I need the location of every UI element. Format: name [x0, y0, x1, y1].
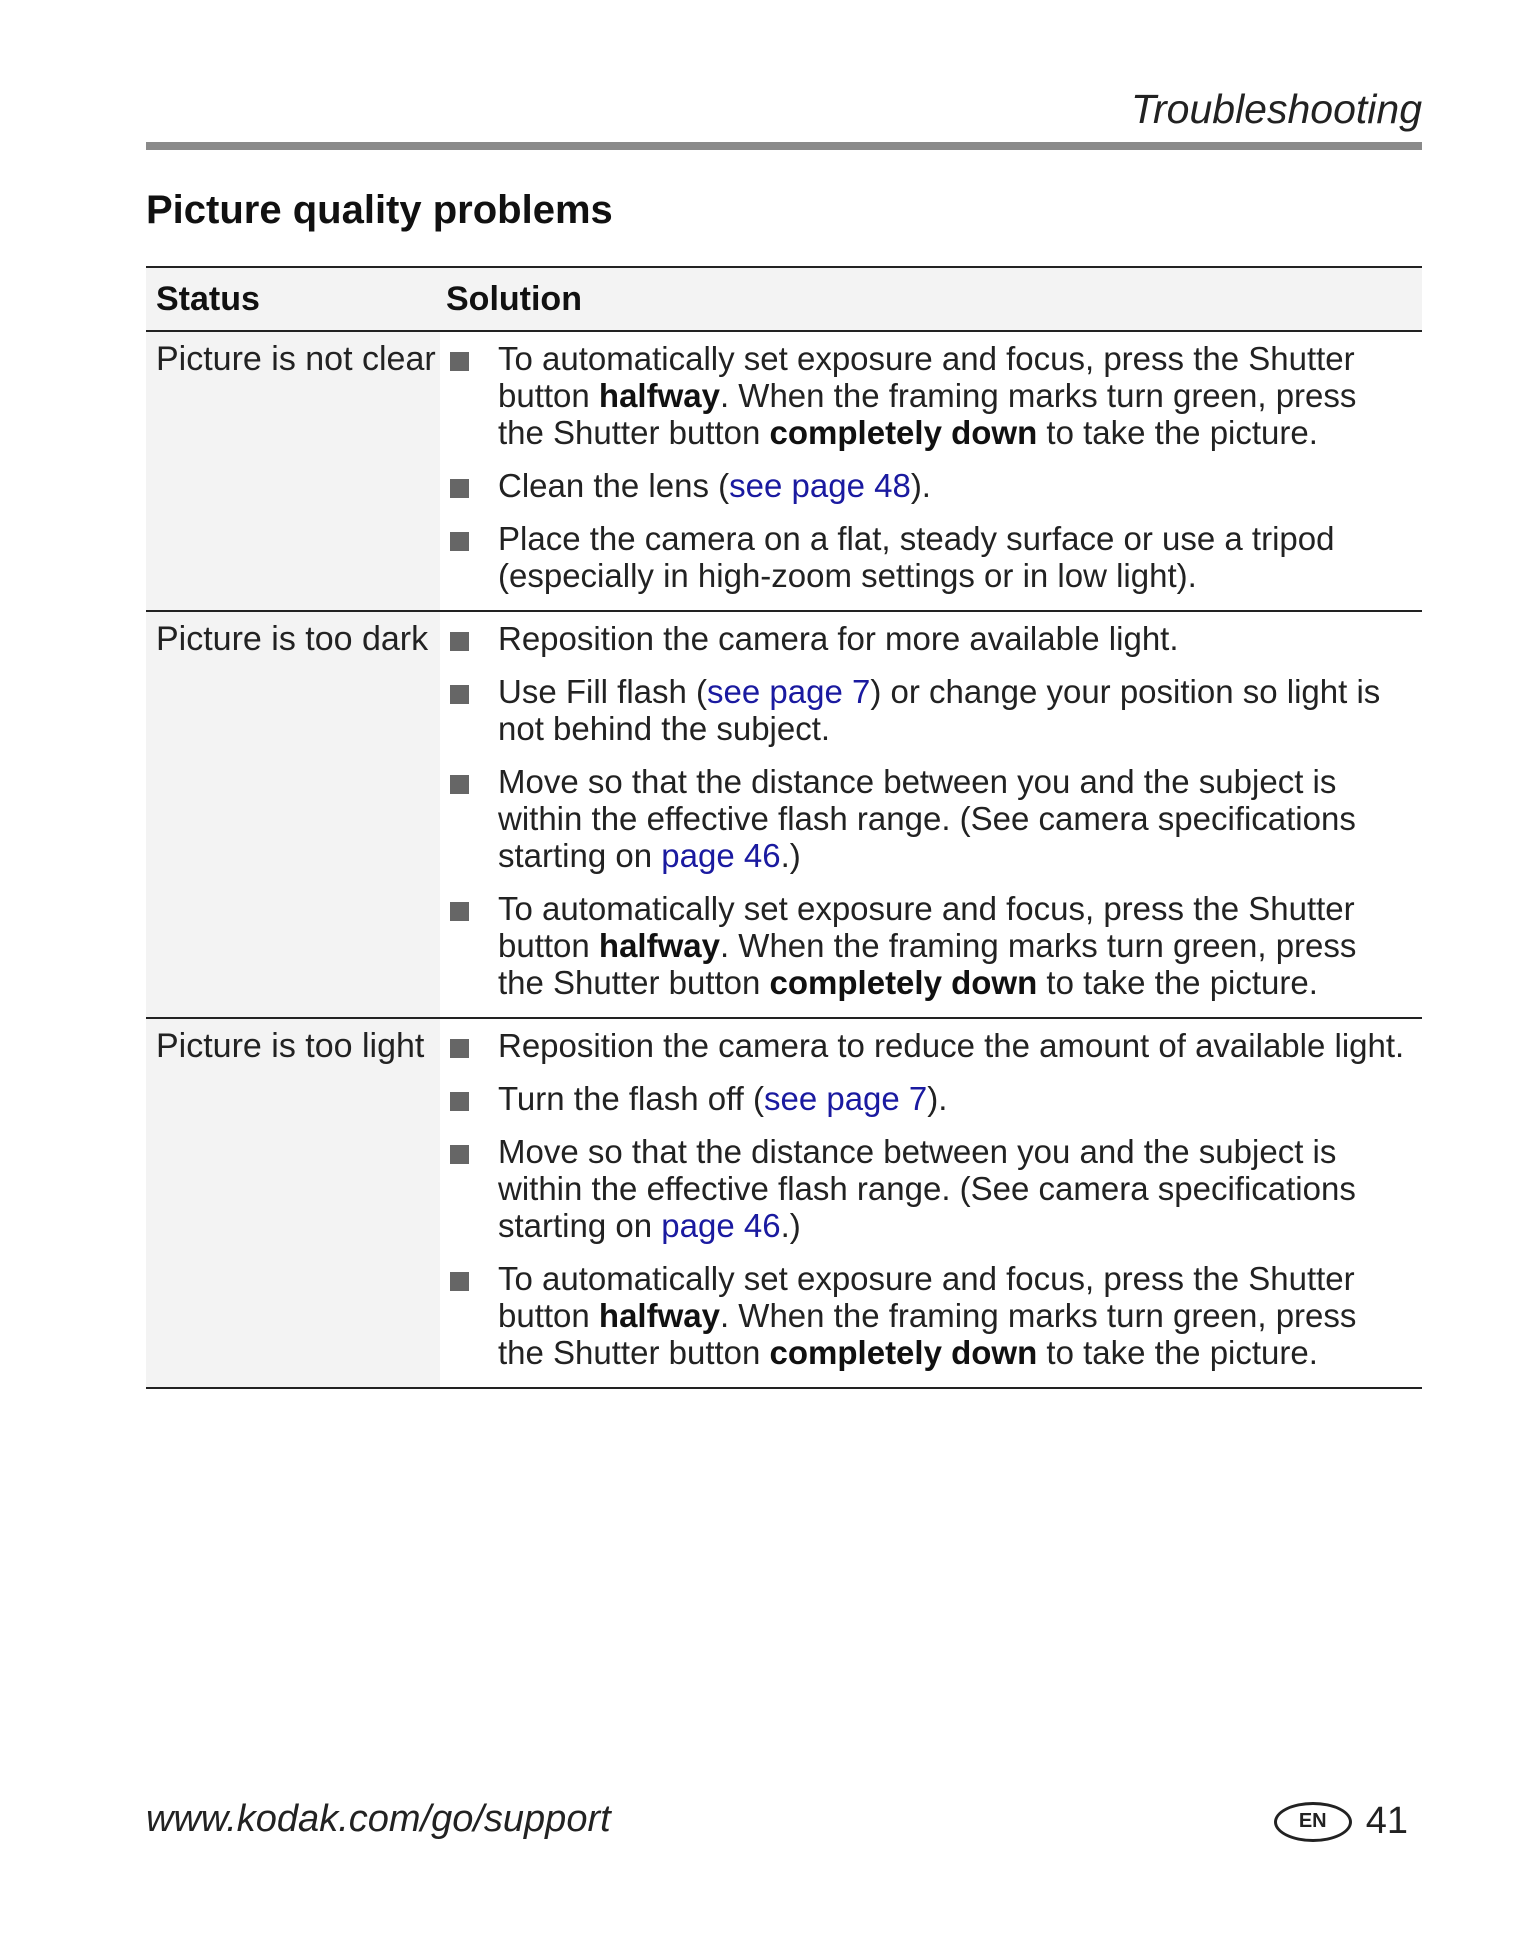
square-bullet-icon: [450, 902, 469, 921]
page-reference-link[interactable]: page 46: [661, 1207, 781, 1244]
square-bullet-icon: [450, 775, 469, 794]
text-span: . When the framing marks turn green, press the Shutter button: [498, 1297, 1357, 1371]
solution-text: [498, 520, 1406, 594]
emphasis-text: completely down: [769, 964, 1038, 1001]
page-reference-link[interactable]: see page 48: [729, 467, 911, 504]
solution-item: [450, 763, 1406, 874]
square-bullet-icon: [450, 479, 469, 498]
square-bullet-icon: [450, 1092, 469, 1111]
solution-text: [498, 1133, 1406, 1244]
page-reference-link[interactable]: see page 7: [763, 1080, 928, 1117]
solution-text: [498, 467, 931, 504]
text-span: to take the picture.: [1037, 414, 1318, 451]
emphasis-text: halfway: [598, 1297, 720, 1334]
table-row: [146, 612, 1422, 1019]
page-reference-link[interactable]: see page 7: [707, 673, 871, 710]
text-span: Place the camera on a flat, steady surface or use a tripod (especially in high-zoom settings or in low light).: [498, 520, 1335, 594]
page-reference-link[interactable]: page 46: [661, 837, 781, 874]
text-span: Clean the lens (: [498, 467, 730, 504]
header-title: Troubleshooting: [1131, 86, 1422, 132]
troubleshooting-table: [146, 266, 1422, 1389]
solution-text: [498, 1260, 1406, 1371]
square-bullet-icon: [450, 632, 469, 651]
emphasis-text: halfway: [598, 927, 720, 964]
table-row: [146, 332, 1422, 612]
solution-text: [498, 620, 1179, 657]
page-number: 41: [1365, 1800, 1408, 1842]
emphasis-text: halfway: [598, 377, 720, 414]
solution-item: [450, 1027, 1406, 1064]
solution-cell: [440, 332, 1422, 610]
text-span: Use Fill flash (: [498, 673, 708, 710]
solution-item: [450, 620, 1406, 657]
solution-cell: [440, 612, 1422, 1017]
solution-item: [450, 340, 1406, 451]
header-rule: [146, 142, 1422, 150]
text-span: . When the framing marks turn green, press the Shutter button: [498, 377, 1357, 451]
square-bullet-icon: [450, 532, 469, 551]
text-span: Move so that the distance between you and the subject is within the effective flash range. (See camera specifications starting on: [498, 1133, 1356, 1244]
square-bullet-icon: [450, 352, 469, 371]
text-span: .): [780, 837, 801, 874]
solution-cell: [440, 1019, 1422, 1387]
support-url[interactable]: www.kodak.com/go/support: [146, 1798, 611, 1840]
square-bullet-icon: [450, 1145, 469, 1164]
table-body: [146, 332, 1422, 1389]
text-span: To automatically set exposure and focus, press the Shutter button: [498, 890, 1355, 964]
text-span: To automatically set exposure and focus, press the Shutter button: [498, 340, 1355, 414]
text-span: Reposition the camera to reduce the amount of available light.: [498, 1027, 1405, 1064]
text-span: To automatically set exposure and focus, press the Shutter button: [498, 1260, 1355, 1334]
solution-text: [498, 340, 1406, 451]
status-cell: Picture is too dark: [146, 612, 440, 1017]
table-row: [146, 1019, 1422, 1389]
solution-item: [450, 1080, 1406, 1117]
table-header: [146, 268, 1422, 332]
text-span: to take the picture.: [1037, 964, 1318, 1001]
solution-text: [498, 763, 1406, 874]
status-cell: Picture is not clear: [146, 332, 440, 610]
solution-item: [450, 673, 1406, 747]
square-bullet-icon: [450, 685, 469, 704]
text-span: Reposition the camera for more available light.: [498, 620, 1179, 657]
solution-item: [450, 1260, 1406, 1371]
column-header-solution: Solution: [446, 279, 582, 318]
column-header-status: Status: [156, 279, 260, 318]
language-badge: EN: [1274, 1802, 1352, 1842]
solution-item: [450, 467, 1406, 504]
status-cell: Picture is too light: [146, 1019, 440, 1387]
text-span: .): [780, 1207, 801, 1244]
solution-item: [450, 1133, 1406, 1244]
solution-item: [450, 890, 1406, 1001]
text-span: Turn the flash off (: [498, 1080, 764, 1117]
text-span: ).: [910, 467, 931, 504]
emphasis-text: completely down: [769, 1334, 1038, 1371]
text-span: ) or change your position so light is not behind the subject.: [498, 673, 1381, 747]
solution-text: [498, 1080, 947, 1117]
solution-text: [498, 1027, 1404, 1064]
square-bullet-icon: [450, 1039, 469, 1058]
section-title: Picture quality problems: [146, 188, 613, 232]
text-span: to take the picture.: [1037, 1334, 1318, 1371]
text-span: . When the framing marks turn green, press the Shutter button: [498, 927, 1357, 1001]
text-span: Move so that the distance between you and the subject is within the effective flash range. (See camera specifications starting on: [498, 763, 1356, 874]
solution-text: [498, 673, 1406, 747]
text-span: ).: [927, 1080, 948, 1117]
solution-text: [498, 890, 1406, 1001]
emphasis-text: completely down: [769, 414, 1038, 451]
solution-item: [450, 520, 1406, 594]
square-bullet-icon: [450, 1272, 469, 1291]
page-footer-right: [1274, 1800, 1408, 1843]
